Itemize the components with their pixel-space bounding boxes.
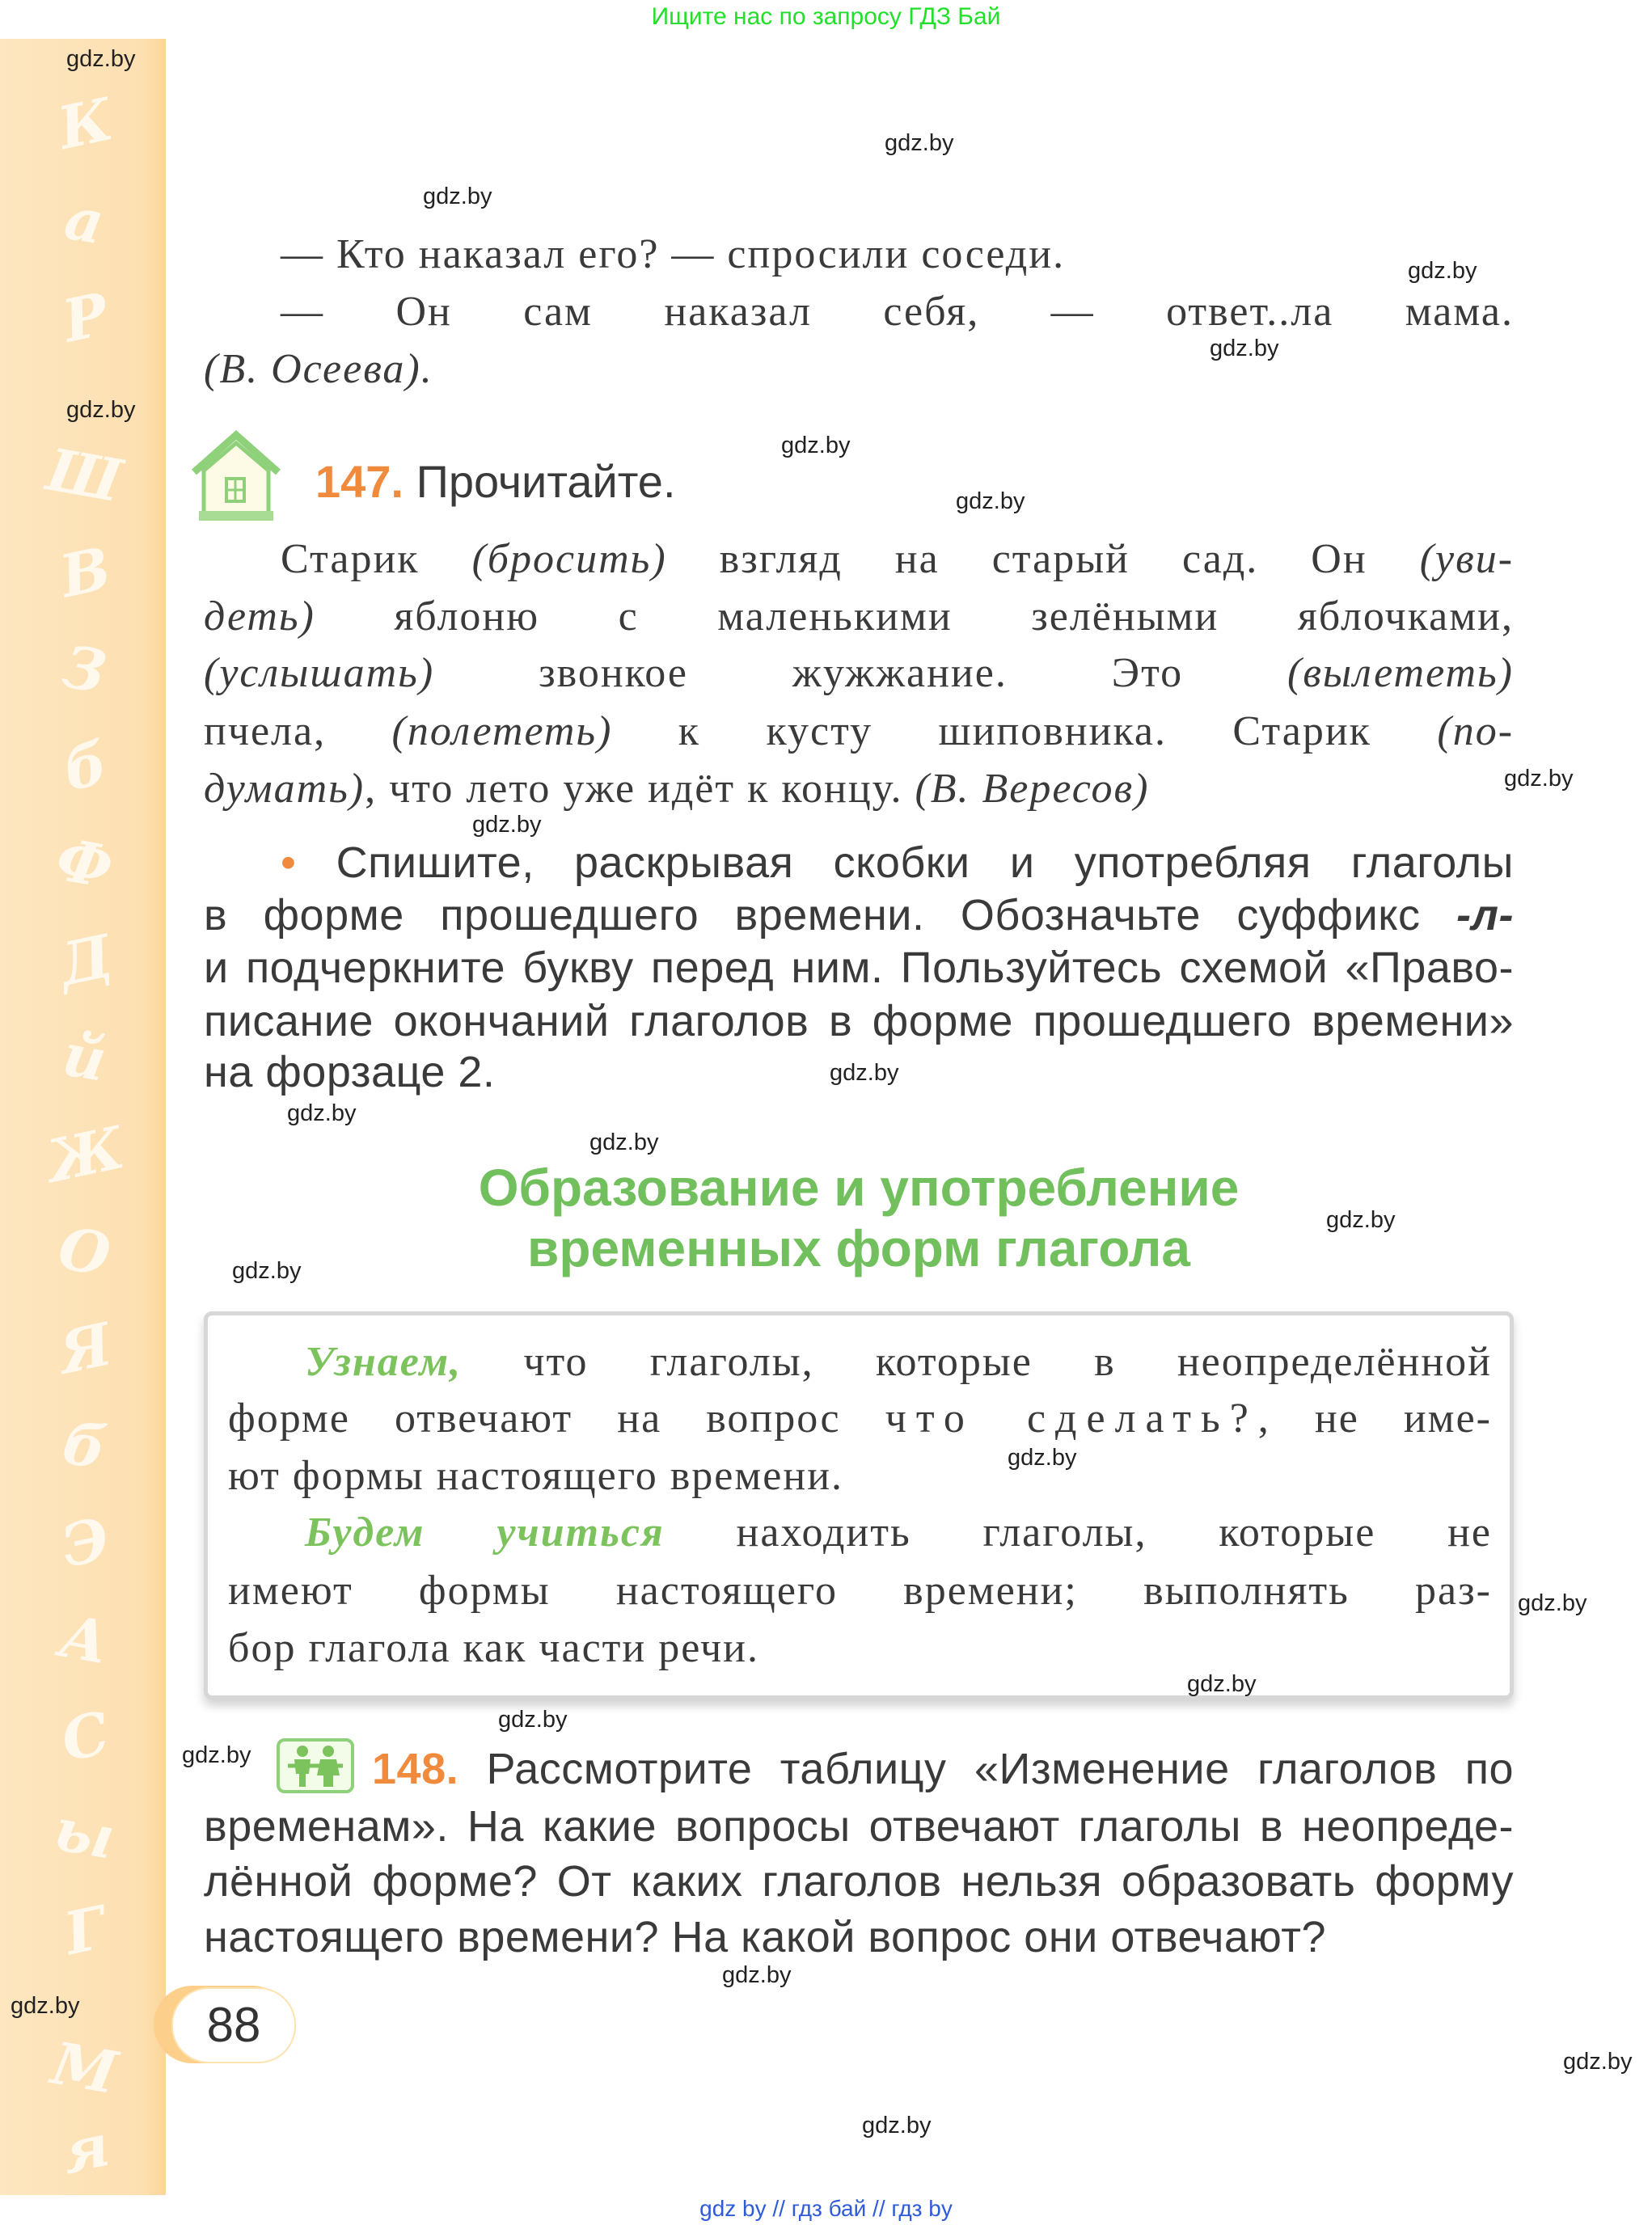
text-line [204, 707, 1514, 754]
watermark: gdz.by [498, 1707, 568, 1733]
task-line [204, 838, 1514, 885]
strip-letter: Э [55, 1503, 116, 1581]
pair-work-icon [277, 1738, 354, 1793]
text-segment: бор глагола как части речи. [228, 1625, 760, 1671]
text-line [204, 535, 1514, 582]
strip-letter: Р [57, 279, 114, 356]
strip-letter: й [57, 1020, 112, 1095]
watermark: gdz.by [423, 184, 492, 209]
watermark: gdz.by [1187, 1671, 1257, 1697]
strip-letter: Ж [40, 1112, 130, 1196]
text-segment: 148. [372, 1745, 459, 1793]
rule-line [228, 1338, 1492, 1385]
text-segment: думать) [204, 766, 365, 812]
strip-letter: б [57, 728, 113, 804]
text-segment: , не име- [1257, 1395, 1492, 1442]
text-segment: звонкое жужжание. Это [434, 650, 1288, 696]
text-segment: Старик [281, 536, 472, 582]
text-segment: (полететь) [391, 708, 613, 754]
watermark: gdz.by [1326, 1207, 1396, 1233]
text-segment: Рассмотрите таблицу «Изменение глаголов по [458, 1745, 1514, 1793]
strip-letter: Я [53, 1309, 118, 1387]
watermark: gdz.by [830, 1060, 899, 1086]
exercise-number: 147. [315, 456, 403, 507]
strip-letter: б [57, 1408, 112, 1483]
watermark: gdz.by [1504, 766, 1574, 792]
watermark: gdz.by [472, 812, 542, 838]
text-segment: ют формы настоящего времени. [228, 1453, 844, 1499]
watermark: gdz.by [781, 433, 851, 458]
strip-letter: ы [49, 1794, 120, 1872]
task-line [204, 943, 1514, 990]
text-segment: взгляд на старый сад. Он [666, 536, 1420, 582]
strip-letters [0, 0, 166, 2225]
text-segment: что сделать? [885, 1395, 1258, 1442]
text-segment: деть) [204, 593, 315, 640]
watermark: gdz.by [11, 1993, 80, 2019]
watermark: gdz.by [1563, 2049, 1633, 2075]
text-segment: (услышать) [204, 650, 435, 696]
text-segment: (уви- [1419, 536, 1515, 582]
strip-letter: С [55, 1697, 116, 1775]
strip-letter: Г [58, 1892, 112, 1969]
text-segment: яблоню с маленькими зелёными яблочками, [315, 593, 1514, 640]
text-segment: имеют формы настоящего времени; выполнять раз- [228, 1568, 1492, 1614]
strip-letter: В [53, 533, 117, 611]
watermark: gdz.by [66, 46, 136, 72]
strip-letter: я [55, 2109, 116, 2187]
watermark: gdz.by [66, 397, 136, 423]
watermark: gdz.by [1408, 258, 1477, 284]
text-segment: форме отвечают на вопрос [228, 1395, 885, 1442]
section-heading-line: Образование и употребление [478, 1159, 1240, 1217]
strip-letter: А [55, 1601, 114, 1678]
task-line [204, 996, 1514, 1043]
page-number-badge [154, 1986, 299, 2063]
watermark: gdz.by [1210, 336, 1279, 361]
text-segment: временам». На какие вопросы отвечают глаголы в неопреде- [204, 1802, 1514, 1851]
strip-letter: Ш [42, 434, 127, 516]
footer-links[interactable]: gdz by // гдз бай // гдз by [699, 2196, 953, 2221]
watermark: gdz.by [862, 2113, 932, 2138]
rule-line [228, 1452, 843, 1499]
exercise-148-line [204, 1856, 1514, 1906]
text-line [204, 649, 1514, 696]
exercise-148-line [204, 1912, 1326, 1959]
watermark: gdz.by [885, 130, 954, 156]
search-banner[interactable]: Ищите нас по запросу ГДЗ Бай [651, 3, 1001, 30]
watermark: gdz.by [589, 1129, 659, 1155]
text-segment: что глаголы, которые в неопределённой [462, 1339, 1492, 1385]
strip-letter: а [60, 183, 109, 258]
strip-letter: Ф [51, 824, 118, 902]
text-segment: Спишите, раскрывая скобки и употребляя глаголы [336, 838, 1514, 887]
text-segment: (вылететь) [1287, 650, 1514, 696]
watermark: gdz.by [287, 1100, 357, 1126]
watermark: gdz.by [232, 1258, 302, 1284]
text-segment: пчела, [204, 708, 392, 754]
text-line [204, 593, 1514, 640]
bullet-icon: • [281, 838, 336, 887]
page-number: 88 [171, 1987, 296, 2063]
text-segment: (В. Осеева). [204, 346, 433, 392]
text-line [204, 765, 1149, 812]
strip-letter: З [57, 631, 112, 707]
dialogue-author [204, 345, 433, 392]
dialogue-line [204, 288, 1514, 335]
task-line [204, 890, 1514, 937]
watermark: gdz.by [182, 1742, 251, 1768]
text-segment: писание окончаний глаголов в форме прошедшего времени» [204, 997, 1514, 1045]
dialogue-line [204, 230, 1065, 277]
text-segment: Будем учиться [305, 1509, 665, 1556]
section-heading-line: временных форм глагола [527, 1219, 1190, 1277]
text-segment: (бросить) [471, 536, 667, 582]
text-segment: на форзаце 2. [204, 1048, 496, 1096]
watermark: gdz.by [1518, 1590, 1587, 1616]
watermark: gdz.by [722, 1962, 792, 1988]
exercise-148-line [372, 1744, 1514, 1791]
exercise-148-line [204, 1801, 1514, 1851]
text-segment: Узнаем, [305, 1339, 463, 1385]
text-segment: настоящего времени? На какой вопрос они отвечают? [204, 1913, 1326, 1961]
strip-letter: К [52, 84, 119, 163]
text-segment: к кусту шиповника. Старик [612, 708, 1438, 754]
text-segment: в форме прошедшего времени. Обозначьте суффикс [204, 891, 1456, 939]
strip-letter: Д [53, 921, 118, 999]
rule-line [228, 1624, 759, 1671]
house-icon [189, 430, 283, 524]
text-segment: и подчеркните букву перед ним. Пользуйтесь схемой «Право- [204, 944, 1514, 992]
text-segment: — Кто наказал его? — спросили соседи. [281, 231, 1066, 277]
text-segment: находить глаголы, которые не [664, 1509, 1493, 1556]
exercise-147-heading [315, 453, 676, 511]
rule-line [228, 1509, 1492, 1556]
watermark: gdz.by [1008, 1445, 1077, 1471]
text-segment: (В. Вересов) [915, 766, 1150, 812]
text-segment: лённой форме? От каких глаголов нельзя образовать форму [204, 1857, 1514, 1906]
task-line [204, 1047, 495, 1094]
text-segment: , что лето уже идёт к концу. [365, 766, 915, 812]
rule-line [228, 1567, 1492, 1614]
text-segment: (по- [1437, 708, 1515, 754]
strip-letter: М [46, 2028, 123, 2108]
exercise-instruction: Прочитайте. [416, 456, 676, 507]
rule-line [228, 1395, 1492, 1442]
text-segment: -л- [1456, 891, 1514, 939]
watermark: gdz.by [956, 488, 1025, 514]
strip-letter: О [53, 1213, 116, 1290]
text-segment: — Он сам наказал себя, — ответ..ла мама. [281, 289, 1514, 335]
